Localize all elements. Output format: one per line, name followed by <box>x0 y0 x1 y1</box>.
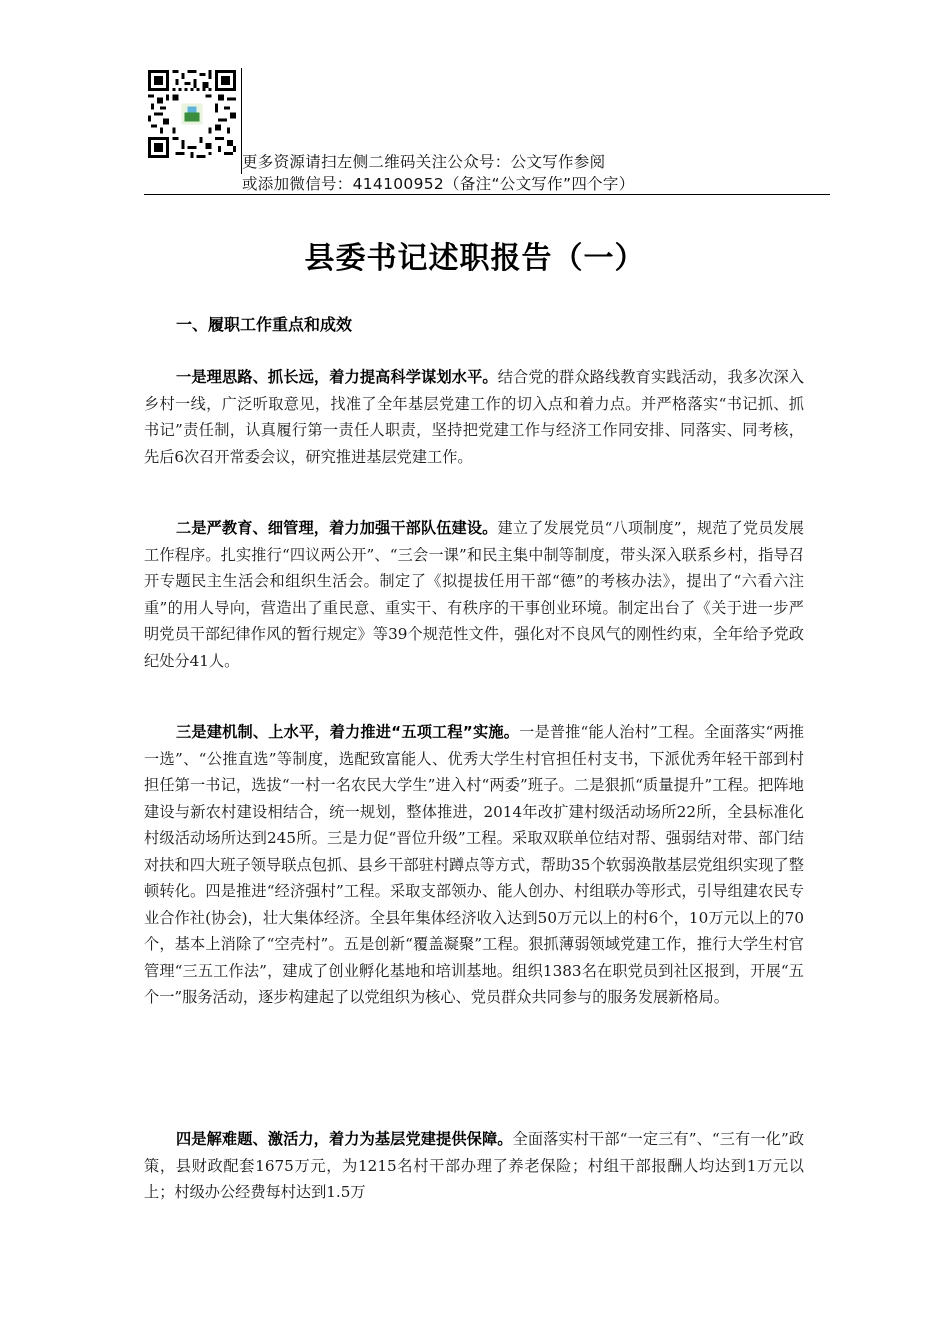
paragraph-2 <box>144 515 804 674</box>
paragraph-1-body: 结合党的群众路线教育实践活动，我多次深入乡村一线，广泛听取意见，找准了全年基层党建工作的切入点和着力点。并严格落实“书记抓、抓书记”责任制，认真履行第一责任人职责，坚持把党建工作与经济工作同安排、同落实、同考核，先后6次召开常委会议，研究推进基层党建工作。 <box>144 368 805 466</box>
paragraph-3 <box>144 719 804 1011</box>
header-promo-line2: 或添加微信号：414100952（备注“公文写作”四个字） <box>242 175 635 193</box>
paragraph-2-body: 建立了发展党员“八项制度”，规范了党员发展工作程序。扎实推行“四议两公开”、“三会一课”和民主集中制等制度，带头深入联系乡村，指导召开专题民主生活会和组织生活会。制定了《拟提拔任用干部“德”的考核办法》，提出了“六看六注重”的用人导向，营造出了重民意、重实干、有秩序的干事创业环境。制定出台了《关于进一步严明党员干部纪律作风的暂行规定》等39个规范性文件，强化对不良风气的刚性约束，全年给予党政纪处分41人。 <box>144 519 804 670</box>
paragraph-2-lead: 二是严教育、细管理，着力加强干部队伍建设。 <box>176 519 498 537</box>
qr-code-icon <box>148 70 236 158</box>
header-promo-line1: 更多资源请扫左侧二维码关注公众号：公文写作参阅 <box>242 153 606 171</box>
paragraph-4-body: 全面落实村干部“一定三有”、“三有一化”政策，县财政配套1675万元，为1215名村干部办理了养老保险；村组干部报酬人均达到1万元以上；村级办公经费每村达到1.5万 <box>144 1130 805 1201</box>
paragraph-4-lead: 四是解难题、激活力，着力为基层党建提供保障。 <box>176 1130 513 1148</box>
header-horizontal-rule <box>144 194 830 195</box>
paragraph-1-lead: 一是理思路、抓长远，着力提高科学谋划水平。 <box>176 368 498 386</box>
paragraph-4 <box>144 1126 804 1206</box>
paragraph-1 <box>144 364 804 470</box>
paragraph-3-body: 一是普推“能人治村”工程。全面落实“两推一选”、“公推直选”等制度，选配致富能人、优秀大学生村官担任村支书，下派优秀年轻干部到村担任第一书记，选拔“一村一名农民大学生”进入村“两委”班子。二是狠抓“质量提升”工程。把阵地建设与新农村建设相结合，统一规划，整体推进，2014年改扩建村级活动场所22所，全县标准化村级活动场所达到245所。三是力促“晋位升级”工程。采取双联单位结对帮、强弱结对带、部门结对扶和四大班子领导联点包抓、县乡干部驻村蹲点等方式，帮助35个软弱涣散基层党组织实现了整顿转化。四是推进“经济强村”工程。采取支部领办、能人创办、村组联办等形式，引导组建农民专业合作社(协会)，壮大集体经济。全县年集体经济收入达到50万元以上的村6个，10万元以上的70个，基本上消除了“空壳村”。五是创新“覆盖凝聚”工程。狠抓薄弱领域党建工作，推行大学生村官管理“三五工作法”，建成了创业孵化基地和培训基地。组织1383名在职党员到社区报到，开展“五个一”服务活动，逐步构建起了以党组织为核心、党员群众共同参与的服务发展新格局。 <box>144 723 805 1006</box>
document-header <box>144 66 830 196</box>
document-title: 县委书记述职报告（一） <box>304 241 646 276</box>
section-heading: 一、履职工作重点和成效 <box>176 315 353 334</box>
paragraph-3-lead: 三是建机制、上水平，着力推进“五项工程”实施。 <box>176 723 520 741</box>
